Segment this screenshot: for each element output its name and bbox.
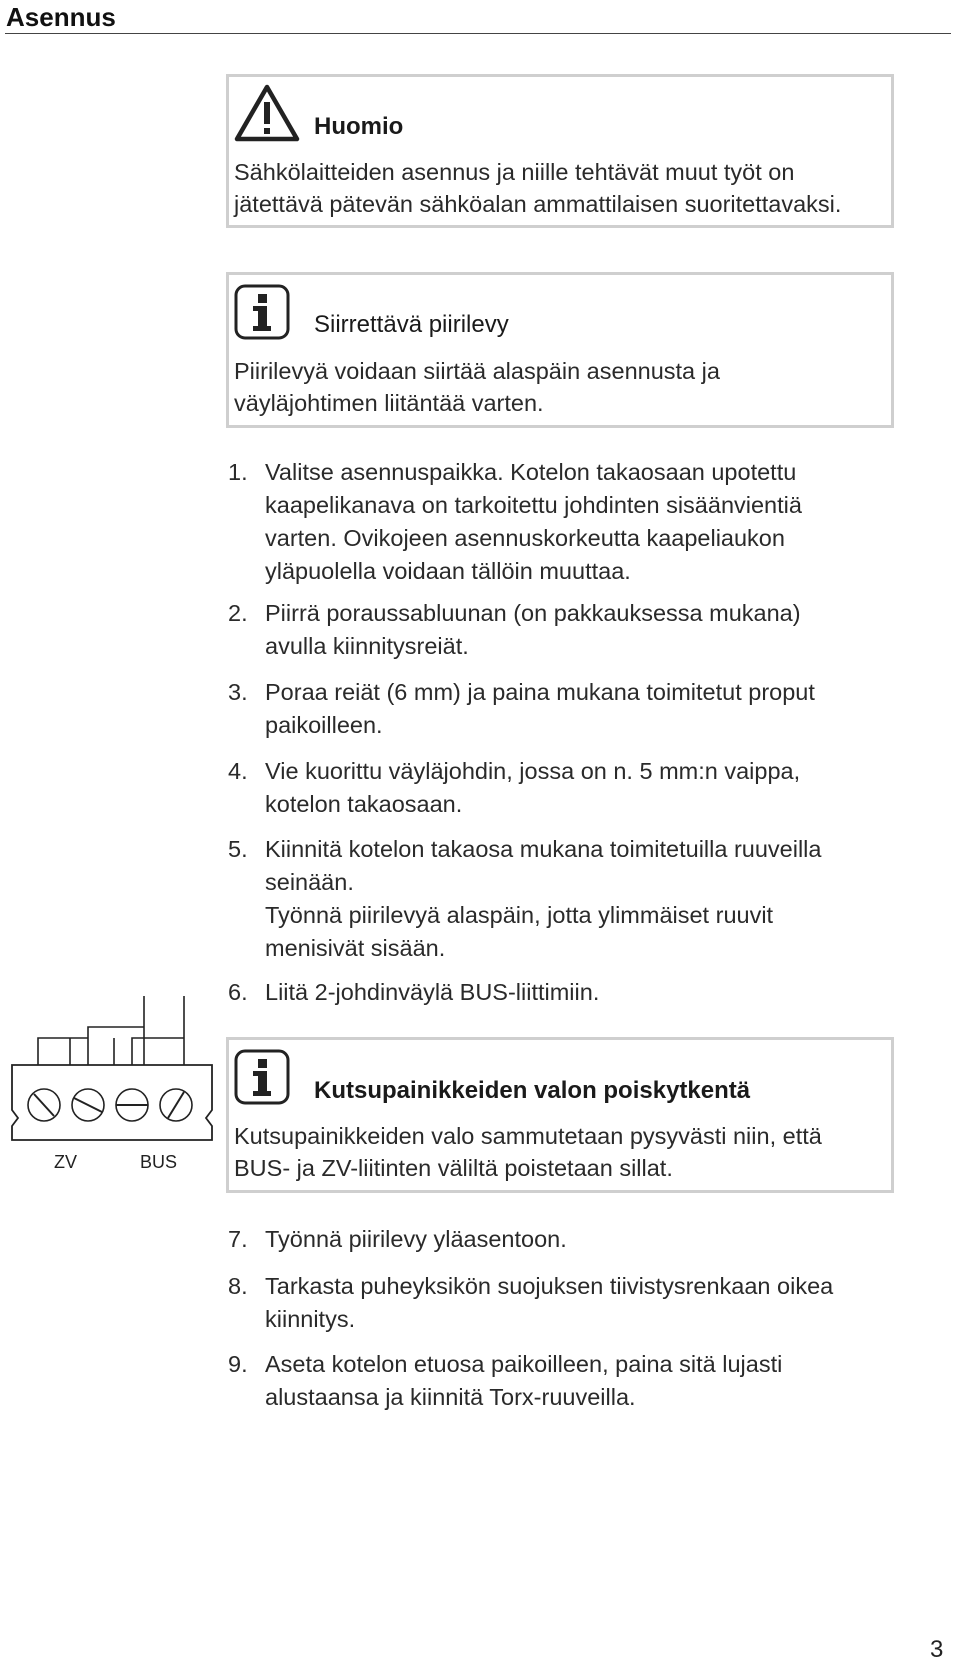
info-title: Siirrettävä piirilevy [314,311,509,338]
step-number: 4. [228,758,248,784]
step-line: yläpuolella voidaan tällöin muuttaa. [265,558,631,584]
step-text [265,597,925,663]
step-number: 1. [228,459,248,485]
step-line: Työnnä piirilevyä alaspäin, jotta ylimmäiset ruuvit [265,902,774,928]
info-text [234,355,884,419]
step-text [265,456,925,588]
label-bus: BUS [140,1152,178,1172]
warning-triangle-icon [234,84,300,147]
step-number: 6. [228,979,248,1005]
step-text [265,755,925,821]
step-number: 8. [228,1273,248,1299]
page-title: Asennus [6,2,116,32]
step-line: varten. Ovikojeen asennuskorkeutta kaapeliaukon [265,525,785,551]
header-divider [5,33,951,34]
step-number: 2. [228,600,248,626]
step-text [265,976,925,1009]
info-icon [234,284,290,345]
step-line: menisivät sisään. [265,935,446,961]
info-icon [234,1049,290,1110]
step-text [265,1223,925,1256]
step-line: Poraa reiät (6 mm) ja paina mukana toimitetut proput [265,679,815,705]
step-line: kaapelikanava on tarkoitettu johdinten sisäänvientiä [265,492,802,518]
info-line: Kutsupainikkeiden valo sammutetaan pysyvästi niin, että [234,1123,822,1149]
step-line: seinään. [265,869,354,895]
info-title: Kutsupainikkeiden valon poiskytkentä [314,1077,751,1104]
step-number: 3. [228,679,248,705]
step-line: kiinnitys. [265,1306,356,1332]
step-line: Vie kuorittu väyläjohdin, jossa on n. 5 mm:n vaippa, [265,758,801,784]
step-line: Aseta kotelon etuosa paikoilleen, paina sitä lujasti [265,1351,783,1377]
step-line: avulla kiinnitysreiät. [265,633,469,659]
warning-line: Sähkölaitteiden asennus ja niille tehtävät muut työt on [234,159,795,185]
warning-text [234,156,884,220]
step-text [265,1270,925,1336]
warning-title: Huomio [314,113,404,140]
step-line: Piirrä poraussabluunan (on pakkauksessa mukana) [265,600,801,626]
terminal-block-diagram [8,990,218,1195]
page-number: 3 [930,1636,944,1663]
step-line: paikoilleen. [265,712,383,738]
step-text [265,676,925,742]
info-line: väyläjohtimen liitäntää varten. [234,390,544,416]
step-line: Työnnä piirilevy yläasentoon. [265,1226,567,1252]
step-line: Liitä 2-johdinväylä BUS-liittimiin. [265,979,600,1005]
step-line: alustaansa ja kiinnitä Torx-ruuveilla. [265,1384,636,1410]
step-number: 5. [228,836,248,862]
info-text [234,1120,884,1184]
step-text [265,1348,925,1414]
step-line: Valitse asennuspaikka. Kotelon takaosaan upotettu [265,459,797,485]
info-line: Piirilevyä voidaan siirtää alaspäin asennusta ja [234,358,720,384]
step-line: Kiinnitä kotelon takaosa mukana toimitetuilla ruuveilla [265,836,822,862]
label-zv: ZV [54,1152,78,1172]
warning-line: jätettävä pätevän sähköalan ammattilaisen suoritettavaksi. [234,191,842,217]
info-line: BUS- ja ZV-liitinten väliltä poistetaan sillat. [234,1155,673,1181]
step-line: kotelon takaosaan. [265,791,463,817]
step-line: Tarkasta puheyksikön suojuksen tiivistysrenkaan oikea [265,1273,834,1299]
step-text [265,833,925,965]
step-number: 7. [228,1226,248,1252]
step-number: 9. [228,1351,248,1377]
